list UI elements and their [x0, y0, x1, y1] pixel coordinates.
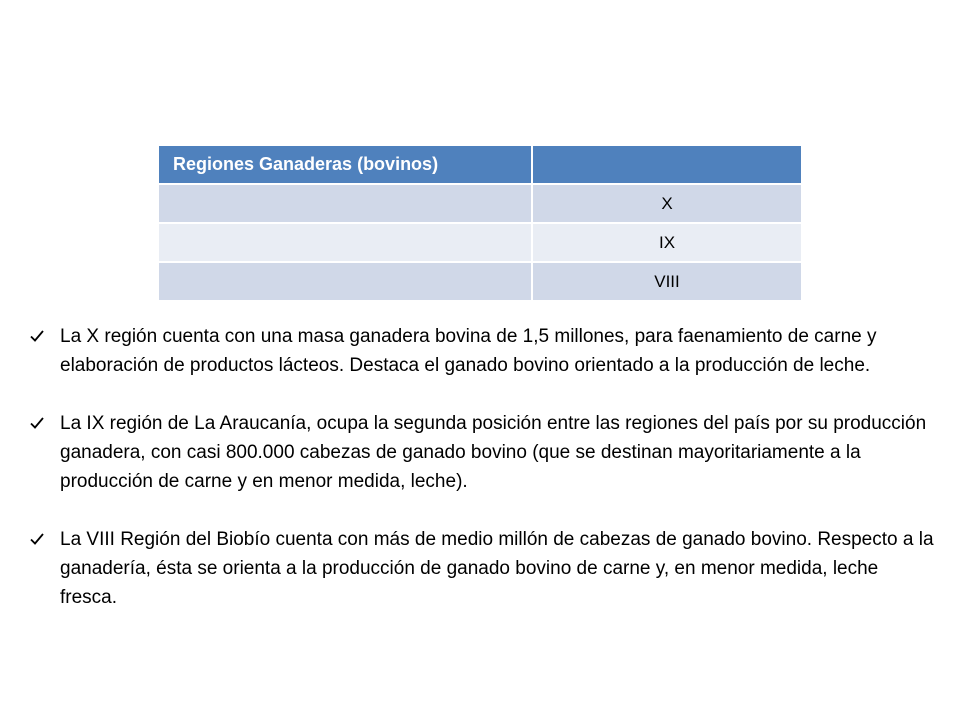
regions-table [159, 146, 801, 300]
check-icon [30, 532, 44, 546]
bullet-item [30, 409, 940, 496]
table-cell-region-code: IX [532, 223, 801, 262]
table-cell-region-code: X [532, 184, 801, 223]
table-header-empty [532, 146, 801, 184]
bullet-item [30, 525, 940, 612]
table-cell-region-code: VIII [532, 262, 801, 300]
table-cell-name [159, 184, 532, 223]
check-icon [30, 416, 44, 430]
table-row [159, 223, 801, 262]
table-row [159, 184, 801, 223]
table-header-row [159, 146, 801, 184]
bullet-text: La X región cuenta con una masa ganadera bovina de 1,5 millones, para faenamiento de carne y elaboración de productos lácteos. Destaca el ganado bovino orientado a la producción de leche. [60, 326, 877, 376]
table-row [159, 262, 801, 300]
table-cell-name [159, 262, 532, 300]
bullet-text: La IX región de La Araucanía, ocupa la segunda posición entre las regiones del país por su producción ganadera, con casi 800.000 cabezas de ganado bovino (que se destinan mayoritariamente a la producción de carne y en menor medida, leche). [60, 413, 927, 492]
bullet-text: La VIII Región del Biobío cuenta con más de medio millón de cabezas de ganado bovino. Respecto a la ganadería, ésta se orienta a la producción de ganado bovino de carne y, en menor medida, leche fresca. [60, 529, 934, 608]
table-cell-name [159, 223, 532, 262]
check-icon [30, 329, 44, 343]
table-header-regions: Regiones Ganaderas (bovinos) [159, 146, 532, 184]
bullet-item [30, 322, 940, 380]
bullet-list [30, 322, 940, 641]
